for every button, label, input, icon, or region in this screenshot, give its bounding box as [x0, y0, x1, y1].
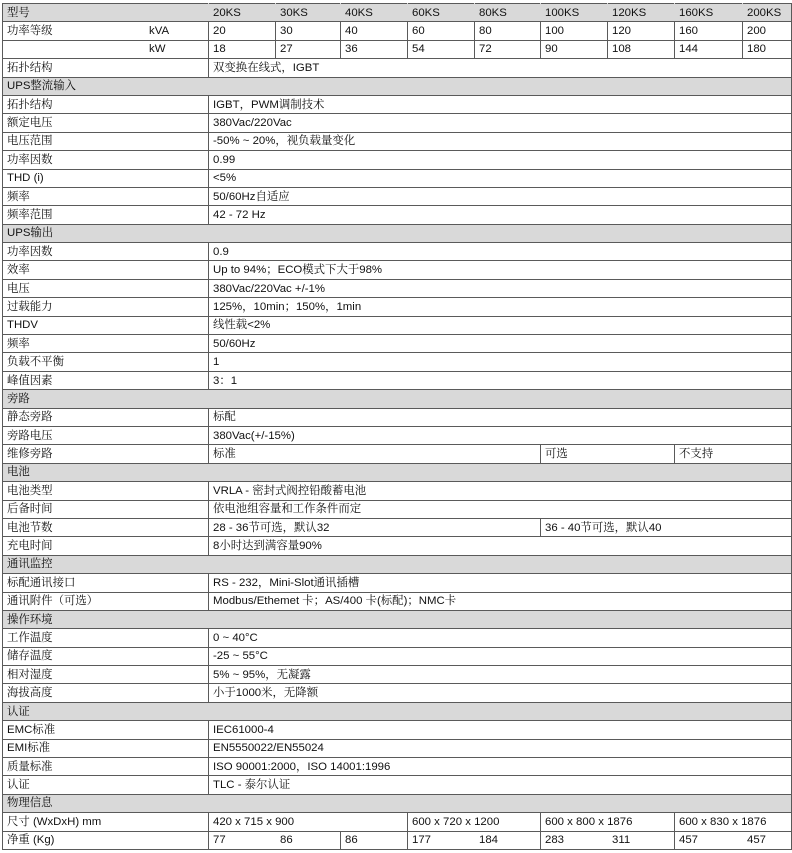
- spec-value: 0.9: [209, 243, 792, 261]
- spec-label: 频率范围: [3, 206, 209, 224]
- battery-cells-large: 36 - 40节可选，默认40: [541, 518, 792, 536]
- spec-value: 0 ~ 40°C: [209, 629, 792, 647]
- weight-value: 457: [743, 831, 792, 849]
- kva-value: 30: [276, 22, 341, 40]
- battery-section-title: 电池: [3, 463, 792, 481]
- section-header: [3, 77, 792, 95]
- weight-value: 77: [209, 831, 276, 849]
- model-120ks: 120KS: [608, 4, 675, 22]
- spec-row: [3, 169, 792, 187]
- model-100ks: 100KS: [541, 4, 608, 22]
- power-kva-row: [3, 22, 792, 40]
- weight-value: 86: [341, 831, 408, 849]
- kva-value: 100: [541, 22, 608, 40]
- spec-value: 50/60Hz: [209, 335, 792, 353]
- kw-value: 36: [341, 40, 408, 58]
- maint-bypass-optional: 可选: [541, 445, 675, 463]
- spec-value: IEC61000-4: [209, 721, 792, 739]
- spec-row: [3, 279, 792, 297]
- kw-value: 54: [408, 40, 475, 58]
- spec-row: [3, 408, 792, 426]
- battery-cells-small: 28 - 36节可选，默认32: [209, 518, 541, 536]
- bypass-section-title: 旁路: [3, 390, 792, 408]
- kva-value: 60: [408, 22, 475, 40]
- spec-label: 认证: [3, 776, 209, 794]
- spec-label: 电池节数: [3, 518, 209, 536]
- spec-row: [3, 132, 792, 150]
- rectifier-section-title: UPS整流输入: [3, 77, 792, 95]
- kw-value: 72: [475, 40, 541, 58]
- spec-value: 3：1: [209, 371, 792, 389]
- spec-value: <5%: [209, 169, 792, 187]
- spec-row: [3, 776, 792, 794]
- kw-value: 27: [276, 40, 341, 58]
- spec-value: 小于1000米，无降额: [209, 684, 792, 702]
- spec-value: -25 ~ 55°C: [209, 647, 792, 665]
- spec-label: 过载能力: [3, 298, 209, 316]
- spec-label: THD (i): [3, 169, 209, 187]
- spec-value: Modbus/Ethemet 卡；AS/400 卡(标配)；NMC卡: [209, 592, 792, 610]
- dimensions-row: [3, 813, 792, 831]
- spec-label: 质量标准: [3, 758, 209, 776]
- spec-row: [3, 666, 792, 684]
- spec-row: [3, 206, 792, 224]
- spec-row: [3, 518, 792, 536]
- topology-value: 双变换在线式，IGBT: [209, 59, 792, 77]
- spec-row: [3, 721, 792, 739]
- environment-section-title: 操作环境: [3, 610, 792, 628]
- spec-value: 1: [209, 353, 792, 371]
- spec-label: 充电时间: [3, 537, 209, 555]
- spec-value: 125%，10min；150%，1min: [209, 298, 792, 316]
- spec-value: Up to 94%；ECO模式下大于98%: [209, 261, 792, 279]
- spec-row: [3, 684, 792, 702]
- spec-row: [3, 629, 792, 647]
- spec-label: 效率: [3, 261, 209, 279]
- dims-60-80ks: 600 x 720 x 1200: [408, 813, 541, 831]
- kw-value: 108: [608, 40, 675, 58]
- kva-unit: kVA: [145, 22, 209, 40]
- weight-value: 86: [276, 831, 341, 849]
- spec-label: 海拔高度: [3, 684, 209, 702]
- spec-label: 拓扑结构: [3, 95, 209, 113]
- dims-160-200ks: 600 x 830 x 1876: [675, 813, 792, 831]
- spec-label: 峰值因素: [3, 371, 209, 389]
- spec-value: ISO 90001:2000，ISO 14001:1996: [209, 758, 792, 776]
- kw-value: 18: [209, 40, 276, 58]
- spec-row: [3, 426, 792, 444]
- dims-20-40ks: 420 x 715 x 900: [209, 813, 408, 831]
- spec-label: 静态旁路: [3, 408, 209, 426]
- spec-label: 通讯附件（可选）: [3, 592, 209, 610]
- spec-value: 380Vac(+/-15%): [209, 426, 792, 444]
- spec-label: 频率: [3, 335, 209, 353]
- spec-value: 标配: [209, 408, 792, 426]
- kva-value: 80: [475, 22, 541, 40]
- spec-value: 42 - 72 Hz: [209, 206, 792, 224]
- spec-row: [3, 500, 792, 518]
- kva-value: 40: [341, 22, 408, 40]
- spec-label: 功率因数: [3, 151, 209, 169]
- spec-label: 频率: [3, 187, 209, 205]
- spec-label: EMI标准: [3, 739, 209, 757]
- model-40ks: 40KS: [341, 4, 408, 22]
- ups-spec-table: [2, 3, 792, 850]
- spec-value: 380Vac/220Vac +/-1%: [209, 279, 792, 297]
- spec-value: 5% ~ 95%，无凝露: [209, 666, 792, 684]
- section-header: [3, 224, 792, 242]
- weight-row: [3, 831, 792, 849]
- comm-section-title: 通讯监控: [3, 555, 792, 573]
- kw-unit: kW: [145, 40, 209, 58]
- spec-value: 依电池组容量和工作条件而定: [209, 500, 792, 518]
- spec-row: [3, 316, 792, 334]
- spec-label: 净重 (Kg): [3, 831, 209, 849]
- spec-row: [3, 537, 792, 555]
- spec-value: RS - 232，Mini-Slot通讯插槽: [209, 574, 792, 592]
- model-label: 型号: [3, 4, 209, 22]
- spec-row: [3, 592, 792, 610]
- spec-row: [3, 187, 792, 205]
- spec-label: THDV: [3, 316, 209, 334]
- section-header: [3, 610, 792, 628]
- spec-value: IGBT，PWM调制技术: [209, 95, 792, 113]
- power-rating-label: 功率等级: [3, 22, 145, 40]
- model-20ks: 20KS: [209, 4, 276, 22]
- spec-row: [3, 335, 792, 353]
- kw-value: 180: [743, 40, 792, 58]
- spec-value: -50% ~ 20%，视负载量变化: [209, 132, 792, 150]
- spec-row: [3, 151, 792, 169]
- kva-value: 120: [608, 22, 675, 40]
- weight-value: 184: [475, 831, 541, 849]
- section-header: [3, 463, 792, 481]
- spec-row: [3, 353, 792, 371]
- spec-value: 50/60Hz自适应: [209, 187, 792, 205]
- spec-label: 电压范围: [3, 132, 209, 150]
- spec-label: 工作温度: [3, 629, 209, 647]
- spec-row: [3, 647, 792, 665]
- spec-row: [3, 574, 792, 592]
- model-60ks: 60KS: [408, 4, 475, 22]
- weight-value: 457: [675, 831, 743, 849]
- spec-row: [3, 445, 792, 463]
- spec-label: 电池类型: [3, 482, 209, 500]
- spec-value: 线性载<2%: [209, 316, 792, 334]
- power-kw-row: [3, 40, 792, 58]
- spec-label: 相对湿度: [3, 666, 209, 684]
- spec-row: [3, 482, 792, 500]
- section-header: [3, 702, 792, 720]
- spec-row: [3, 243, 792, 261]
- section-header: [3, 794, 792, 812]
- spec-row: [3, 95, 792, 113]
- spec-label: 储存温度: [3, 647, 209, 665]
- output-section-title: UPS输出: [3, 224, 792, 242]
- kva-value: 160: [675, 22, 743, 40]
- spec-row: [3, 114, 792, 132]
- spec-value: VRLA - 密封式阀控铅酸蓄电池: [209, 482, 792, 500]
- topology-label: 拓扑结构: [3, 59, 209, 77]
- topology-row: [3, 59, 792, 77]
- physical-section-title: 物理信息: [3, 794, 792, 812]
- model-200ks: 200KS: [743, 4, 792, 22]
- section-header: [3, 390, 792, 408]
- kva-value: 20: [209, 22, 276, 40]
- spec-label: EMC标准: [3, 721, 209, 739]
- model-30ks: 30KS: [276, 4, 341, 22]
- spec-label: 旁路电压: [3, 426, 209, 444]
- spec-label: 后备时间: [3, 500, 209, 518]
- spec-row: [3, 371, 792, 389]
- spec-label: 标配通讯接口: [3, 574, 209, 592]
- spec-label: 负载不平衡: [3, 353, 209, 371]
- maint-bypass-standard: 标准: [209, 445, 541, 463]
- model-80ks: 80KS: [475, 4, 541, 22]
- spec-label: 尺寸 (WxDxH) mm: [3, 813, 209, 831]
- spec-row: [3, 758, 792, 776]
- spec-value: 380Vac/220Vac: [209, 114, 792, 132]
- weight-value: 283: [541, 831, 608, 849]
- spec-label: 维修旁路: [3, 445, 209, 463]
- certification-section-title: 认证: [3, 702, 792, 720]
- spec-row: [3, 261, 792, 279]
- weight-value: 311: [608, 831, 675, 849]
- maint-bypass-unsupported: 不支持: [675, 445, 792, 463]
- dims-100-120ks: 600 x 800 x 1876: [541, 813, 675, 831]
- kw-value: 90: [541, 40, 608, 58]
- spec-row: [3, 739, 792, 757]
- model-160ks: 160KS: [675, 4, 743, 22]
- spec-label: 电压: [3, 279, 209, 297]
- weight-value: 177: [408, 831, 475, 849]
- spec-row: [3, 298, 792, 316]
- model-header-row: [3, 4, 792, 22]
- kva-value: 200: [743, 22, 792, 40]
- power-rating-label-blank: [3, 40, 145, 58]
- spec-value: 8小时达到满容量90%: [209, 537, 792, 555]
- spec-value: 0.99: [209, 151, 792, 169]
- spec-value: TLC - 泰尔认证: [209, 776, 792, 794]
- spec-label: 功率因数: [3, 243, 209, 261]
- spec-label: 额定电压: [3, 114, 209, 132]
- spec-value: EN5550022/EN55024: [209, 739, 792, 757]
- section-header: [3, 555, 792, 573]
- kw-value: 144: [675, 40, 743, 58]
